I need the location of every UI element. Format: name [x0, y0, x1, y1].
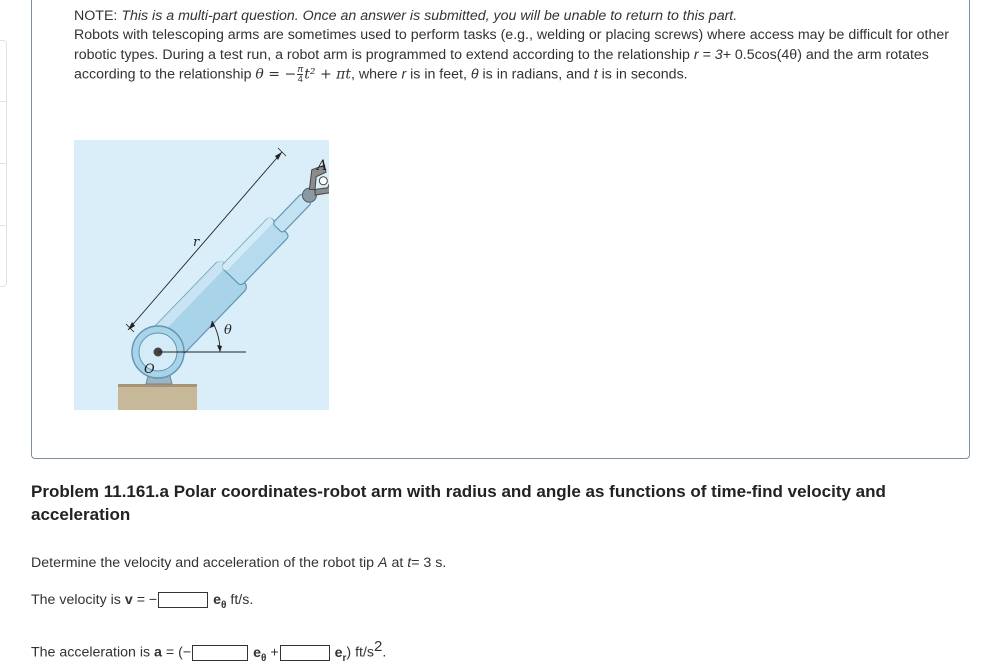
- acceleration-line: [31, 638, 386, 664]
- note-where: , where: [350, 66, 398, 83]
- label-o: O: [144, 362, 155, 377]
- question-t-value: = 3 s.: [411, 555, 447, 571]
- question-t: t: [407, 555, 412, 571]
- acceleration-period: .: [382, 644, 387, 661]
- velocity-units: ft/s.: [230, 592, 254, 608]
- acceleration-plus: +: [270, 644, 279, 661]
- acceleration-theta-input[interactable]: [192, 645, 248, 661]
- theta-arrow-bottom: [217, 345, 222, 352]
- acceleration-r-input[interactable]: [280, 645, 330, 661]
- label-theta: θ: [224, 323, 232, 338]
- theta-equation-left: θ = −: [255, 66, 297, 83]
- note-label: NOTE:: [74, 8, 118, 24]
- theta-equation-right: t² + πt: [304, 66, 351, 83]
- acceleration-eq: = (−: [165, 644, 192, 661]
- velocity-unit-vector: $e_\theta$: [213, 592, 227, 611]
- note-is-in: is in: [601, 66, 627, 83]
- acceleration-var: a: [154, 644, 162, 661]
- note-radians: is in radians, and: [482, 66, 590, 83]
- pi-over-four: $\frac{\pi}{4}$: [297, 63, 304, 84]
- acceleration-r-unit-vector: $e_r$: [334, 644, 347, 664]
- acceleration-theta-unit-vector: $e_\theta$: [253, 644, 267, 664]
- velocity-label: The velocity is: [31, 592, 121, 608]
- r-variable: r: [401, 66, 407, 83]
- question-point: A: [378, 555, 388, 571]
- acceleration-units-exp: 2: [373, 638, 383, 655]
- label-r: r: [193, 235, 200, 250]
- robot-arm-figure: [74, 140, 329, 410]
- velocity-var: v: [124, 592, 133, 608]
- acceleration-close: ): [346, 644, 352, 661]
- left-rail-divider: [0, 101, 6, 102]
- note-italic: This is a multi-part question. Once an answer is submitted, you will be unable to return to this part.: [121, 8, 738, 24]
- problem-title: Problem 11.161.a Polar coordinates-robot arm with radius and angle as functions of time-find velocity and acceleration: [31, 482, 886, 524]
- left-rail: [0, 40, 7, 287]
- note-feet: is in feet,: [410, 66, 467, 83]
- note-text: [74, 7, 954, 84]
- theta-variable: θ: [470, 66, 479, 83]
- t-variable: t: [593, 66, 598, 83]
- tip-point: [318, 175, 329, 186]
- note-seconds: seconds.: [630, 66, 688, 83]
- r-equation: r = 3+: [693, 46, 731, 63]
- r-equation-cont: 0.5cos(4θ): [734, 46, 802, 63]
- velocity-input[interactable]: [158, 592, 208, 608]
- acceleration-units: ft/s: [355, 644, 374, 661]
- question-prefix: Determine the velocity and acceleration of the robot tip: [31, 555, 375, 571]
- acceleration-label: The acceleration is: [31, 644, 151, 661]
- left-rail-divider: [0, 225, 6, 226]
- note-mid: and the arm rotates according to the relationship: [74, 46, 929, 83]
- velocity-line: [31, 592, 253, 611]
- ground-base: [118, 384, 197, 410]
- question-at: at: [391, 555, 404, 571]
- label-a: A: [317, 158, 328, 174]
- left-rail-divider: [0, 163, 6, 164]
- question-line: [31, 555, 446, 571]
- robot-arm-drawing: [74, 140, 329, 410]
- note-intro: Robots with telescoping arms are sometimes used to perform tasks (e.g., welding or placing screws) where access may be difficult for other robotic types. During a test run, a robot arm is programmed to extend according to the relationship: [74, 27, 950, 63]
- velocity-eq: = −: [136, 592, 158, 608]
